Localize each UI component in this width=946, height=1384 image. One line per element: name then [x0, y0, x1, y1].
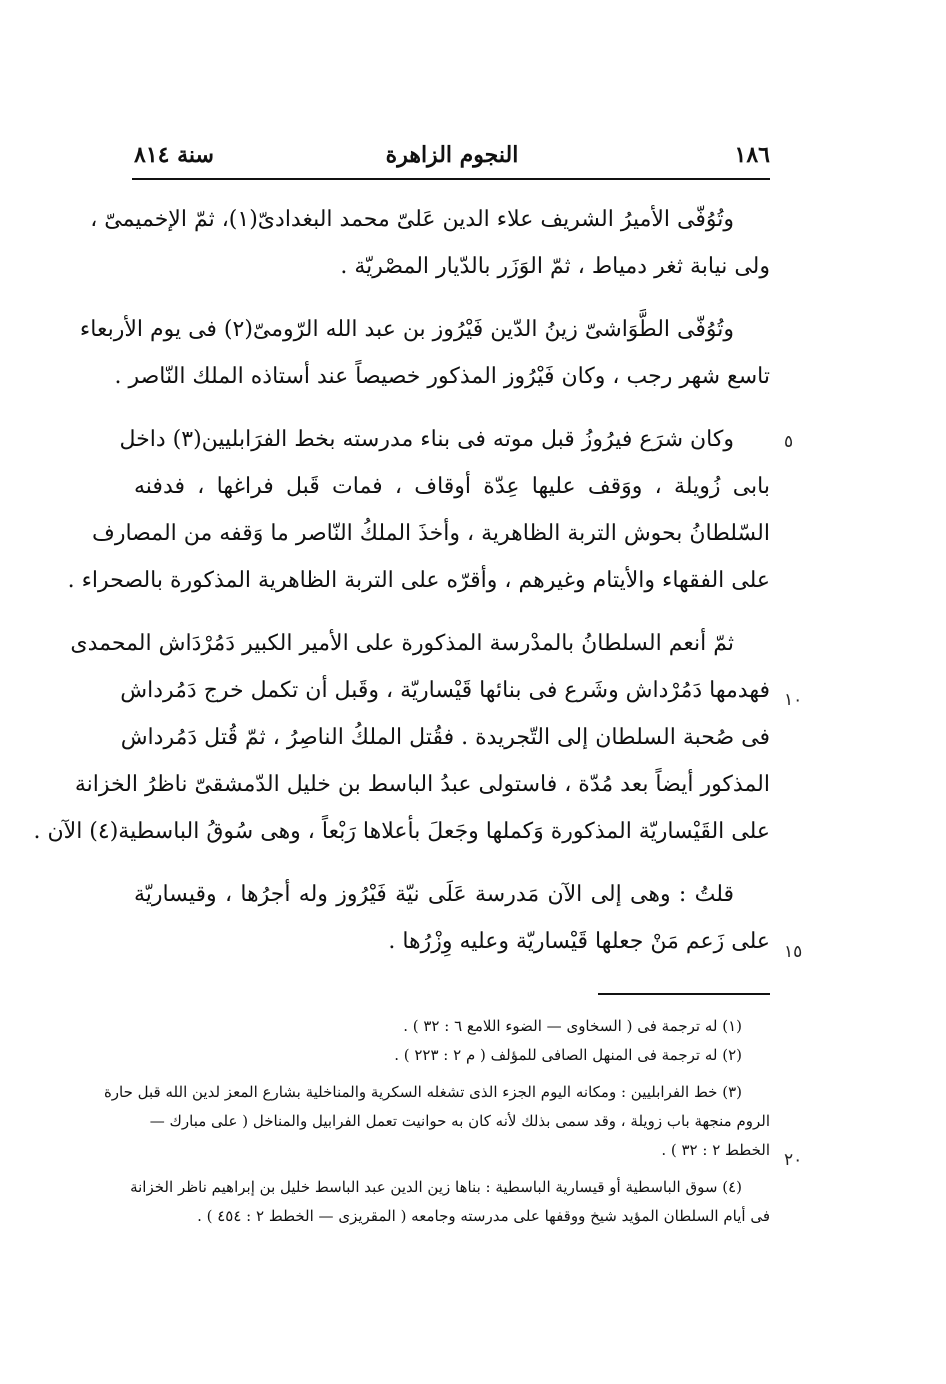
footnote-rule	[598, 993, 770, 995]
footnote-4-line: فى أيام السلطان المؤيد شيخ ووقفها على مدرسته وجامعه ( المقريزى — الخطط ٢ : ٤٥٤ ) .	[197, 1207, 770, 1225]
main-text	[33, 196, 770, 965]
text-line: بابى زُويلة ، ووَقف عليها عِدّة أوقاف ، فمات قَبل فراغها ، فدفنه	[134, 474, 770, 499]
header-rule	[132, 178, 770, 180]
footnote-3-line: (٣) خط الفرابليين : ومكانه اليوم الجزء الذى تشغله السكرية والمناخلية بشارع المعز لدين الله قبل حارة	[103, 1083, 742, 1101]
text-line: وكان شرَع فيرُوزُ قبل موته فى بناء مدرسته بخط الفرَابليين(٣) داخل	[119, 427, 734, 452]
footnotes	[103, 1012, 770, 1231]
text-line: وتُوُفّى الطَّوَاشىّ زينُ الدّين فَيْرُوز بن عبد الله الرّومىّ(٢) فى يوم الأربعاء	[79, 317, 734, 342]
footnote-2: (٢) له ترجمة فى المنهل الصافى للمؤلف ( م ٢ : ٢٢٣ ) .	[394, 1046, 742, 1064]
text-line: ولى نيابة ثغر دمياط ، ثمّ الوَزَر بالدّيار المصْريّة .	[340, 254, 770, 279]
text-line: وتُوُفّى الأميرُ الشريف علاء الدين عَلىّ محمد البغدادىّ(١)، ثمّ الإخميمىّ ،	[90, 207, 734, 232]
text-line: السّلطانُ بحوش التربة الظاهرية ، وأخذَ الملكُ النّاصر ما وَقفه من المصارف	[92, 521, 770, 546]
text-line: فى صُحبة السلطان إلى التّجريدة . فقُتل الملكُ الناصِرُ ، ثمّ قُتل دَمُرداش	[120, 725, 770, 750]
margin-line-number: ٥	[784, 432, 794, 452]
margin-line-number: ١٠	[784, 690, 803, 710]
text-line: ثمّ أنعم السلطانُ بالمدْرسة المذكورة على الأمير الكبير دَمُرْدَاش المحمدى	[70, 631, 734, 656]
footnote-3-line: الروم منجهة باب زويلة ، وقد سمى بذلك لأنه كان به حوانيت تعمل الفرابيل والمناخل ( على مبارك —	[149, 1112, 770, 1130]
text-line: على زَعم مَنْ جعلها قَيْساريّة وعليه وِزْرُها .	[388, 929, 770, 954]
margin-line-number: ١٥	[784, 942, 803, 962]
text-line: فهدمها دَمُرْداش وشَرع فى بنائها قَيْساريّة ، وقَبل أن تكمل خرج دَمُرداش	[120, 678, 770, 703]
book-title: النجوم الزاهرة	[385, 142, 519, 168]
text-line: المذكور أيضاً بعد مُدّة ، فاستولى عبدُ الباسط بن خليل الدّمشقىّ ناظرُ الخزانة	[74, 772, 770, 797]
footnote-4-line: (٤) سوق الباسطية أو قيسارية الباسطية : بناها زين الدين عبد الباسط خليل بن إبراهيم ناظر الخزانة	[130, 1178, 742, 1196]
text-line: قلتُ : وهى إلى الآن مَدرسة عَلَى نيّة فَيْرُوز وله أجرُها ، وقيساريّة	[134, 882, 734, 907]
page-number: ١٨٦	[734, 142, 770, 168]
footnote-3-line: الخطط ٢ : ٣٢ ) .	[661, 1141, 770, 1159]
header-year: سنة ٨١٤	[134, 142, 214, 168]
footnote-1: (١) له ترجمة فى ( السخاوى — الضوء اللامع ٦ : ٣٢ ) .	[403, 1017, 742, 1035]
margin-line-number: ٢٠	[784, 1150, 803, 1170]
text-line: على القَيْساريّة المذكورة وَكملها وجَعلَ بأعلاها رَبْعاً ، وهى سُوقُ الباسطية(٤) الآن .	[33, 819, 770, 844]
text-line: على الفقهاء والأيتام وغيرهم ، وأقرّه على التربة الظاهرية المذكورة بالصحراء .	[67, 568, 770, 593]
running-header	[134, 142, 770, 176]
text-line: تاسع شهر رجب ، وكان فَيْرُوز المذكور خصيصاً عند أستاذه الملك النّاصر .	[114, 364, 770, 389]
